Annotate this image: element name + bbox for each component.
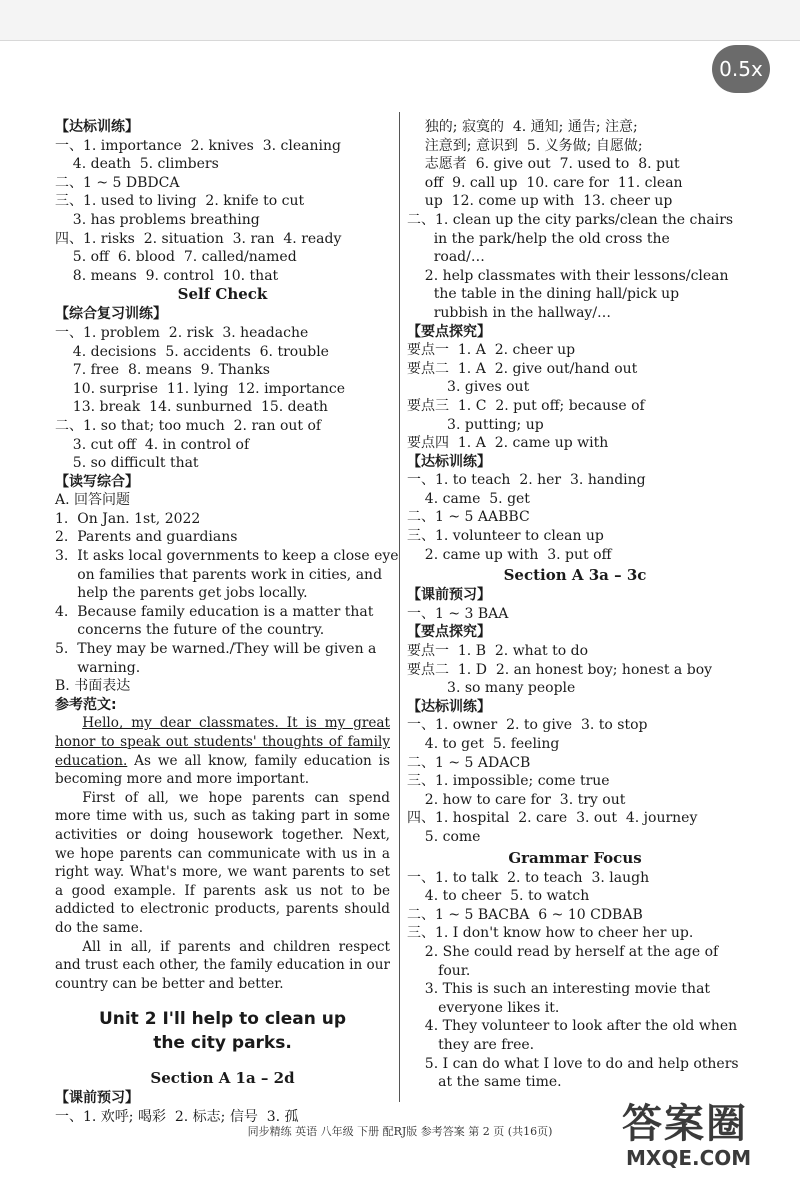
answer-block: [407, 869, 743, 1092]
playback-speed-badge[interactable]: 0.5x: [712, 45, 770, 93]
left-column: [55, 118, 399, 1127]
answer-line: 3. has problems breathing: [55, 211, 260, 228]
section-header: 【读写综合】: [55, 473, 139, 490]
unit-title: the city parks.: [153, 1033, 292, 1054]
answer-block: [407, 118, 743, 323]
section-header: 【要点探究】: [407, 323, 491, 340]
answer-line: 4. to get 5. feeling: [407, 736, 560, 752]
answer-line: 2. Parents and guardians: [55, 529, 238, 546]
answer-line: at the same time.: [407, 1074, 562, 1091]
essay-intro-rest: As we all know, family education is becoming more and more important.: [55, 752, 390, 788]
answer-line: 三、1. impossible; come true: [407, 773, 610, 790]
answer-line: 四、1. hospital 2. care 3. out 4. journey: [407, 810, 698, 827]
answer-line: 二、1 ~ 5 DBDCA: [55, 174, 180, 191]
grammar-focus-title: Grammar Focus: [508, 848, 642, 867]
section-header: 【达标训练】: [407, 698, 491, 715]
answer-line: 13. break 14. sunburned 15. death: [55, 399, 328, 416]
answer-line: warning.: [55, 659, 141, 676]
answer-line: 一、1 ~ 3 BAA: [407, 605, 509, 622]
sample-essay: [55, 714, 390, 993]
section-header: 【课前预习】: [407, 587, 491, 604]
answer-line: 2. help classmates with their lessons/clean: [407, 267, 729, 284]
answer-block: [407, 716, 743, 846]
page-footer: 同步精练 英语 八年级 下册 配RJ版 参考答案 第 2 页 (共16页): [247, 1125, 553, 1138]
watermark-url: MXQE.COM: [626, 1146, 752, 1170]
answer-line: 二、1 ~ 5 AABBC: [407, 509, 530, 526]
answer-line: 10. surprise 11. lying 12. importance: [55, 380, 346, 397]
answer-line: 4. Because family education is a matter that: [55, 603, 374, 620]
answer-line: 2. came up with 3. put off: [407, 546, 612, 563]
answer-block: [55, 510, 399, 677]
answer-line: 三、1. used to living 2. knife to cut: [55, 193, 305, 210]
answer-line: 3. It asks local governments to keep a close eye: [55, 548, 399, 565]
answer-line: off 9. call up 10. care for 11. clean: [407, 174, 683, 191]
answer-line: road/…: [407, 249, 485, 266]
answer-line: 4. They volunteer to look after the old when: [407, 1018, 738, 1035]
answer-line: 要点二 1. D 2. an honest boy; honest a boy: [407, 661, 713, 678]
answer-line: they are free.: [407, 1036, 535, 1053]
self-check-title: Self Check: [177, 285, 268, 304]
answer-block: [407, 341, 743, 453]
answer-line: 5. off 6. blood 7. called/named: [55, 249, 297, 266]
answer-line: 独的; 寂寞的 4. 通知; 通告; 注意;: [407, 119, 638, 135]
unit-title: Unit 2 I'll help to clean up: [98, 1009, 347, 1030]
answer-line: rubbish in the hallway/…: [407, 304, 612, 321]
answer-line: 3. cut off 4. in control of: [55, 436, 250, 453]
sample-label: 参考范文:: [55, 696, 117, 713]
answer-line: 5. I can do what I love to do and help others: [407, 1055, 739, 1072]
answer-line: 8. means 9. control 10. that: [55, 267, 279, 284]
answer-line: in the park/help the old cross the: [407, 230, 670, 247]
section-header: 【课前预习】: [55, 1090, 139, 1107]
column-divider: [399, 112, 400, 1102]
answer-line: 要点四 1. A 2. came up with: [407, 435, 609, 452]
answer-line: 二、1. clean up the city parks/clean the chairs: [407, 211, 734, 228]
section-title: Section A 1a – 2d: [150, 1069, 295, 1088]
part-label: A. 回答问题: [55, 492, 131, 509]
watermark-brand: 答案圈: [622, 1101, 748, 1147]
section-header: 【达标训练】: [407, 453, 491, 470]
answer-line: 2. She could read by herself at the age of: [407, 943, 719, 960]
answer-line: 三、1. I don't know how to cheer her up.: [407, 925, 694, 942]
answer-line: 3. gives out: [407, 379, 530, 396]
answer-line: 一、1. owner 2. to give 3. to stop: [407, 717, 648, 734]
section-header: 【综合复习训练】: [55, 306, 167, 323]
answer-line: concerns the future of the country.: [55, 622, 325, 639]
answer-line: 一、1. to teach 2. her 3. handing: [407, 472, 646, 489]
part-label: B. 书面表达: [55, 678, 131, 695]
answer-line: 4. decisions 5. accidents 6. trouble: [55, 343, 329, 360]
answer-line: everyone likes it.: [407, 999, 560, 1016]
top-divider: [0, 40, 800, 44]
answer-line: 4. to cheer 5. to watch: [407, 888, 590, 905]
answer-line: 一、1. problem 2. risk 3. headache: [55, 324, 309, 341]
answer-line: 5. so difficult that: [55, 455, 199, 472]
answer-line: 一、1. 欢呼; 喝彩 2. 标志; 信号 3. 孤: [55, 1108, 299, 1125]
answer-line: 3. This is such an interesting movie that: [407, 981, 711, 998]
answer-line: on families that parents work in cities, and: [55, 566, 383, 583]
answer-block: [407, 471, 743, 564]
answer-line: 注意到; 意识到 5. 义务做; 自愿做;: [407, 137, 643, 154]
essay-paragraph: All in all, if parents and children respect and trust each other, the family education in our country can be better and better.: [55, 938, 390, 992]
answer-line: up 12. come up with 13. cheer up: [407, 193, 673, 210]
answer-line: four.: [407, 962, 471, 979]
answer-line: 2. how to care for 3. try out: [407, 791, 626, 808]
answer-line: 二、1 ~ 5 ADACB: [407, 754, 531, 771]
answer-line: 要点三 1. C 2. put off; because of: [407, 397, 645, 414]
answer-line: 二、1 ~ 5 BACBA 6 ~ 10 CDBAB: [407, 906, 643, 923]
answer-line: 四、1. risks 2. situation 3. ran 4. ready: [55, 230, 342, 247]
answer-line: 4. came 5. get: [407, 490, 530, 507]
answer-line: 3. so many people: [407, 680, 576, 697]
answer-line: 7. free 8. means 9. Thanks: [55, 362, 270, 379]
section-title: Section A 3a – 3c: [503, 566, 647, 585]
answer-line: 5. They may be warned./They will be given a: [55, 641, 377, 658]
essay-paragraph: First of all, we hope parents can spend more time with us, such as taking part in some activities or doing housework together. Next, we hope parents can communicate with us in a right way. What's more, we want parents to set a good example. If parents ask us not to be addicted to electronic products, parents should do the same.: [55, 789, 390, 936]
right-column: [407, 118, 743, 1092]
answer-line: 一、1. to talk 2. to teach 3. laugh: [407, 869, 650, 886]
answer-line: help the parents get jobs locally.: [55, 585, 308, 602]
answer-line: 三、1. volunteer to clean up: [407, 528, 604, 545]
answer-line: 要点一 1. B 2. what to do: [407, 643, 589, 660]
answer-line: 4. death 5. climbers: [55, 156, 219, 173]
answer-line: the table in the dining hall/pick up: [407, 286, 680, 303]
top-bar: [0, 0, 800, 40]
answer-block: [55, 324, 390, 473]
section-header: 【达标训练】: [55, 119, 139, 135]
answer-line: 3. putting; up: [407, 416, 544, 433]
answer-line: 要点一 1. A 2. cheer up: [407, 342, 576, 359]
answer-line: 二、1. so that; too much 2. ran out of: [55, 417, 322, 434]
answer-line: 1. On Jan. 1st, 2022: [55, 510, 201, 527]
answer-block: [407, 642, 743, 698]
answer-line: 要点二 1. A 2. give out/hand out: [407, 360, 638, 377]
answer-block: [55, 137, 390, 286]
answer-line: 一、1. importance 2. knives 3. cleaning: [55, 137, 341, 154]
answer-line: 5. come: [407, 828, 481, 845]
essay-intro-underlined: Hello, my dear classmates. It is my great honor to speak out students' thoughts of family education.: [55, 715, 390, 769]
section-header: 【要点探究】: [407, 624, 491, 641]
answer-line: 志愿者 6. give out 7. used to 8. put: [407, 156, 680, 173]
